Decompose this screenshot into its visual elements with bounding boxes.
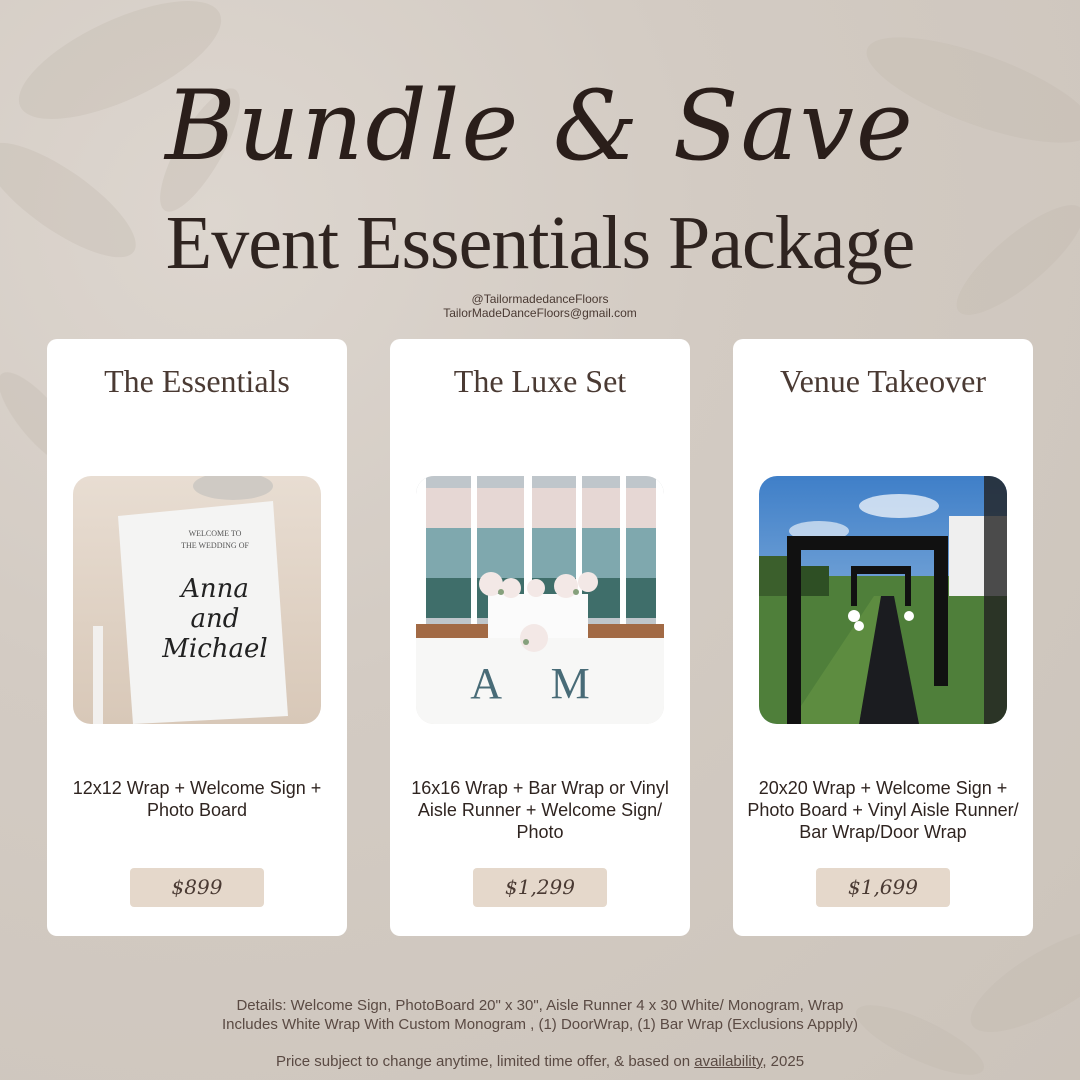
welcome-sign-photo xyxy=(73,476,321,724)
package-card-venue-takeover xyxy=(733,339,1033,936)
sign-heading: WELCOME TO THE WEDDING OF xyxy=(181,529,249,550)
details-line: Details: Welcome Sign, PhotoBoard 20" x 30", Aisle Runner 4 x 30 White/ Monogram, Wrap xyxy=(236,997,844,1014)
price-disclaimer xyxy=(0,1053,1080,1070)
card-title: The Essentials xyxy=(104,363,290,399)
floor-monogram: A M xyxy=(470,659,610,708)
details-line: Includes White Wrap With Custom Monogram , (1) DoorWrap, (1) Bar Wrap (Exclusions Appply) xyxy=(221,1016,859,1033)
price-tag[interactable]: $1,299 xyxy=(473,868,607,907)
social-handle[interactable]: @TailormadedanceFloors xyxy=(471,292,609,306)
card-title: Venue Takeover xyxy=(780,363,986,399)
card-title: The Luxe Set xyxy=(453,363,627,399)
card-description: 12x12 Wrap + Welcome Sign + Photo Board xyxy=(72,778,322,820)
main-title: Event Essentials Package xyxy=(165,201,915,285)
monogram-floor-photo xyxy=(416,476,664,724)
price-tag[interactable]: $1,699 xyxy=(816,868,950,907)
contact-email[interactable]: TailorMadeDanceFloors@gmail.com xyxy=(443,306,637,320)
package-card-luxe xyxy=(390,339,690,936)
package-details xyxy=(0,996,1080,1034)
disclaimer-suffix: , 2025 xyxy=(762,1053,805,1070)
availability-link[interactable]: availability xyxy=(694,1053,763,1070)
card-description: 16x16 Wrap + Bar Wrap or Vinyl Aisle Runner + Welcome Sign/ Photo xyxy=(411,778,669,842)
archway-aisle-photo xyxy=(759,476,1007,724)
card-description: 20x20 Wrap + Welcome Sign + Photo Board + Vinyl Aisle Runner/ Bar Wrap/Door Wrap xyxy=(747,778,1019,842)
script-title: Bundle & Save xyxy=(165,70,915,182)
package-card-essentials xyxy=(47,339,347,936)
disclaimer-text: Price subject to change anytime, limited time offer, & based on xyxy=(275,1053,695,1070)
sign-names: Anna and Michael xyxy=(162,574,268,664)
price-tag[interactable]: $899 xyxy=(130,868,264,907)
